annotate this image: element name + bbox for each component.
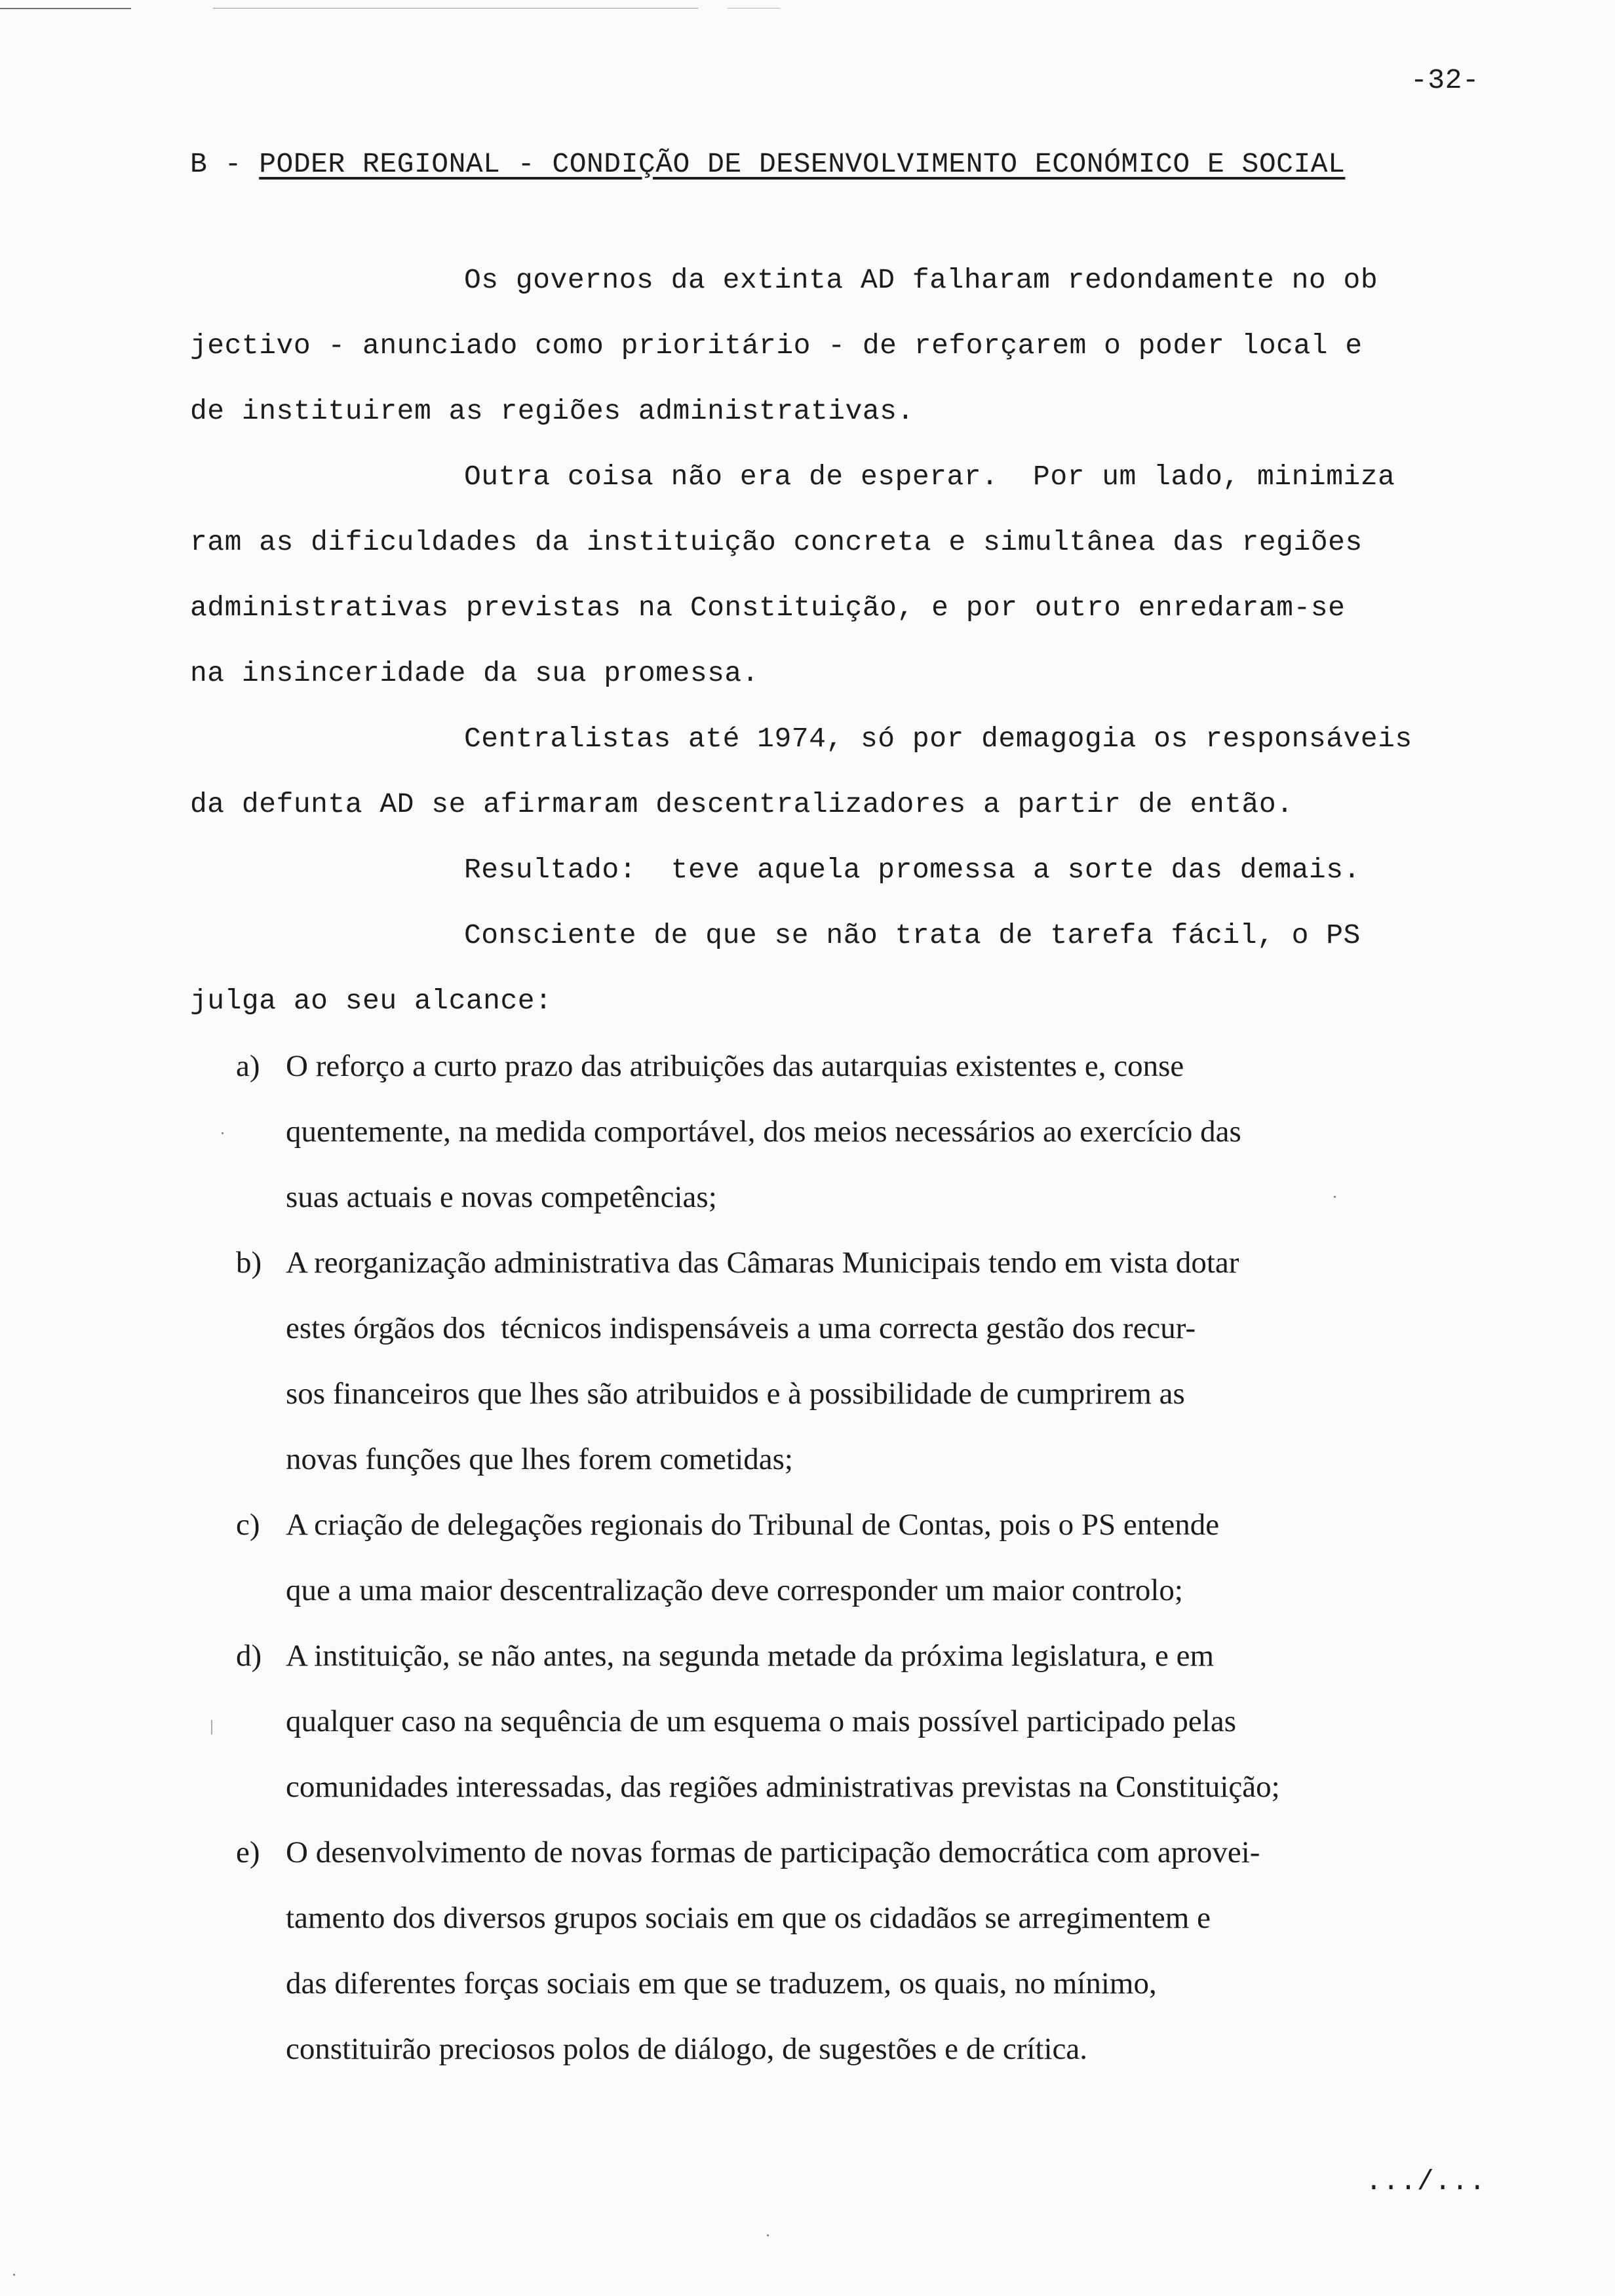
heading-title: PODER REGIONAL - CONDIÇÃO DE DESENVOLVIMENTO ECONÓMICO E SOCIAL <box>259 148 1346 180</box>
continuation-mark: .../... <box>1365 2166 1487 2198</box>
paragraph-line: Centralistas até 1974, só por demagogia os responsáveis <box>464 723 1412 755</box>
list-item-line: estes órgãos dos técnicos indispensáveis a uma correcta gestão dos recur- <box>286 1311 1196 1345</box>
page-number: -32- <box>1411 64 1480 96</box>
list-item-line: tamento dos diversos grupos sociais em que os cidadãos se arregimentem e <box>286 1901 1211 1935</box>
list-item-line: O desenvolvimento de novas formas de participação democrática com aprovei- <box>286 1835 1260 1869</box>
list-item-line: A criação de delegações regionais do Tribunal de Contas, pois o PS entende <box>286 1508 1220 1542</box>
list-item-line: A reorganização administrativa das Câmaras Municipais tendo em vista dotar <box>286 1246 1239 1280</box>
scan-speck <box>13 2274 15 2276</box>
paragraph-line: ram as dificuldades da instituição concreta e simultânea das regiões <box>190 526 1363 558</box>
section-heading <box>190 148 1345 180</box>
paragraph-line: Consciente de que se não trata de tarefa fácil, o PS <box>464 919 1361 951</box>
scan-edge-line <box>213 8 698 9</box>
paragraph-line: julga ao seu alcance: <box>190 985 553 1017</box>
list-item-line: A instituição, se não antes, na segunda metade da próxima legislatura, e em <box>286 1639 1215 1673</box>
scan-edge-line <box>728 8 780 9</box>
paragraph-line: Resultado: teve aquela promessa a sorte das demais. <box>464 854 1361 886</box>
paragraph-line: administrativas previstas na Constituição, e por outro enredaram-se <box>190 592 1346 624</box>
scan-speck <box>767 2234 769 2236</box>
paragraph-line: jectivo - anunciado como prioritário - de reforçarem o poder local e <box>190 330 1363 362</box>
list-item-line: que a uma maior descentralização deve corresponder um maior controlo; <box>286 1573 1183 1607</box>
paragraph-line: Outra coisa não era de esperar. Por um lado, minimiza <box>464 461 1395 493</box>
paragraph-line: de instituirem as regiões administrativas. <box>190 395 914 427</box>
list-item-marker: b) <box>236 1246 262 1280</box>
list-item-line: das diferentes forças sociais em que se traduzem, os quais, no mínimo, <box>286 1966 1157 2000</box>
list-item-line: constituirão preciosos polos de diálogo, de sugestões e de crítica. <box>286 2032 1087 2066</box>
list-item-line: quentemente, na medida comportável, dos meios necessários ao exercício das <box>286 1115 1241 1149</box>
list-item-marker: e) <box>236 1835 260 1869</box>
list-item-line: novas funções que lhes forem cometidas; <box>286 1442 793 1476</box>
list-item-line: suas actuais e novas competências; <box>286 1180 717 1214</box>
list-item-marker: d) <box>236 1639 262 1673</box>
scan-speck <box>1334 1196 1336 1198</box>
paragraph-line: na insinceridade da sua promessa. <box>190 657 760 689</box>
scan-edge-line <box>0 8 131 9</box>
paragraph-line: da defunta AD se afirmaram descentralizadores a partir de então. <box>190 788 1294 820</box>
heading-prefix: B - <box>190 148 260 180</box>
paragraph-line: Os governos da extinta AD falharam redondamente no ob <box>464 264 1378 296</box>
list-item-line: O reforço a curto prazo das atribuições das autarquias existentes e, conse <box>286 1049 1184 1083</box>
list-item-line: sos financeiros que lhes são atribuidos e à possibilidade de cumprirem as <box>286 1377 1185 1411</box>
scan-speck <box>222 1132 224 1134</box>
list-item-line: comunidades interessadas, das regiões administrativas previstas na Constituição; <box>286 1770 1280 1804</box>
list-item-marker: a) <box>236 1049 260 1083</box>
list-item-marker: c) <box>236 1508 260 1542</box>
list-item-line: qualquer caso na sequência de um esquema o mais possível participado pelas <box>286 1704 1237 1738</box>
scan-speck <box>211 1720 212 1734</box>
